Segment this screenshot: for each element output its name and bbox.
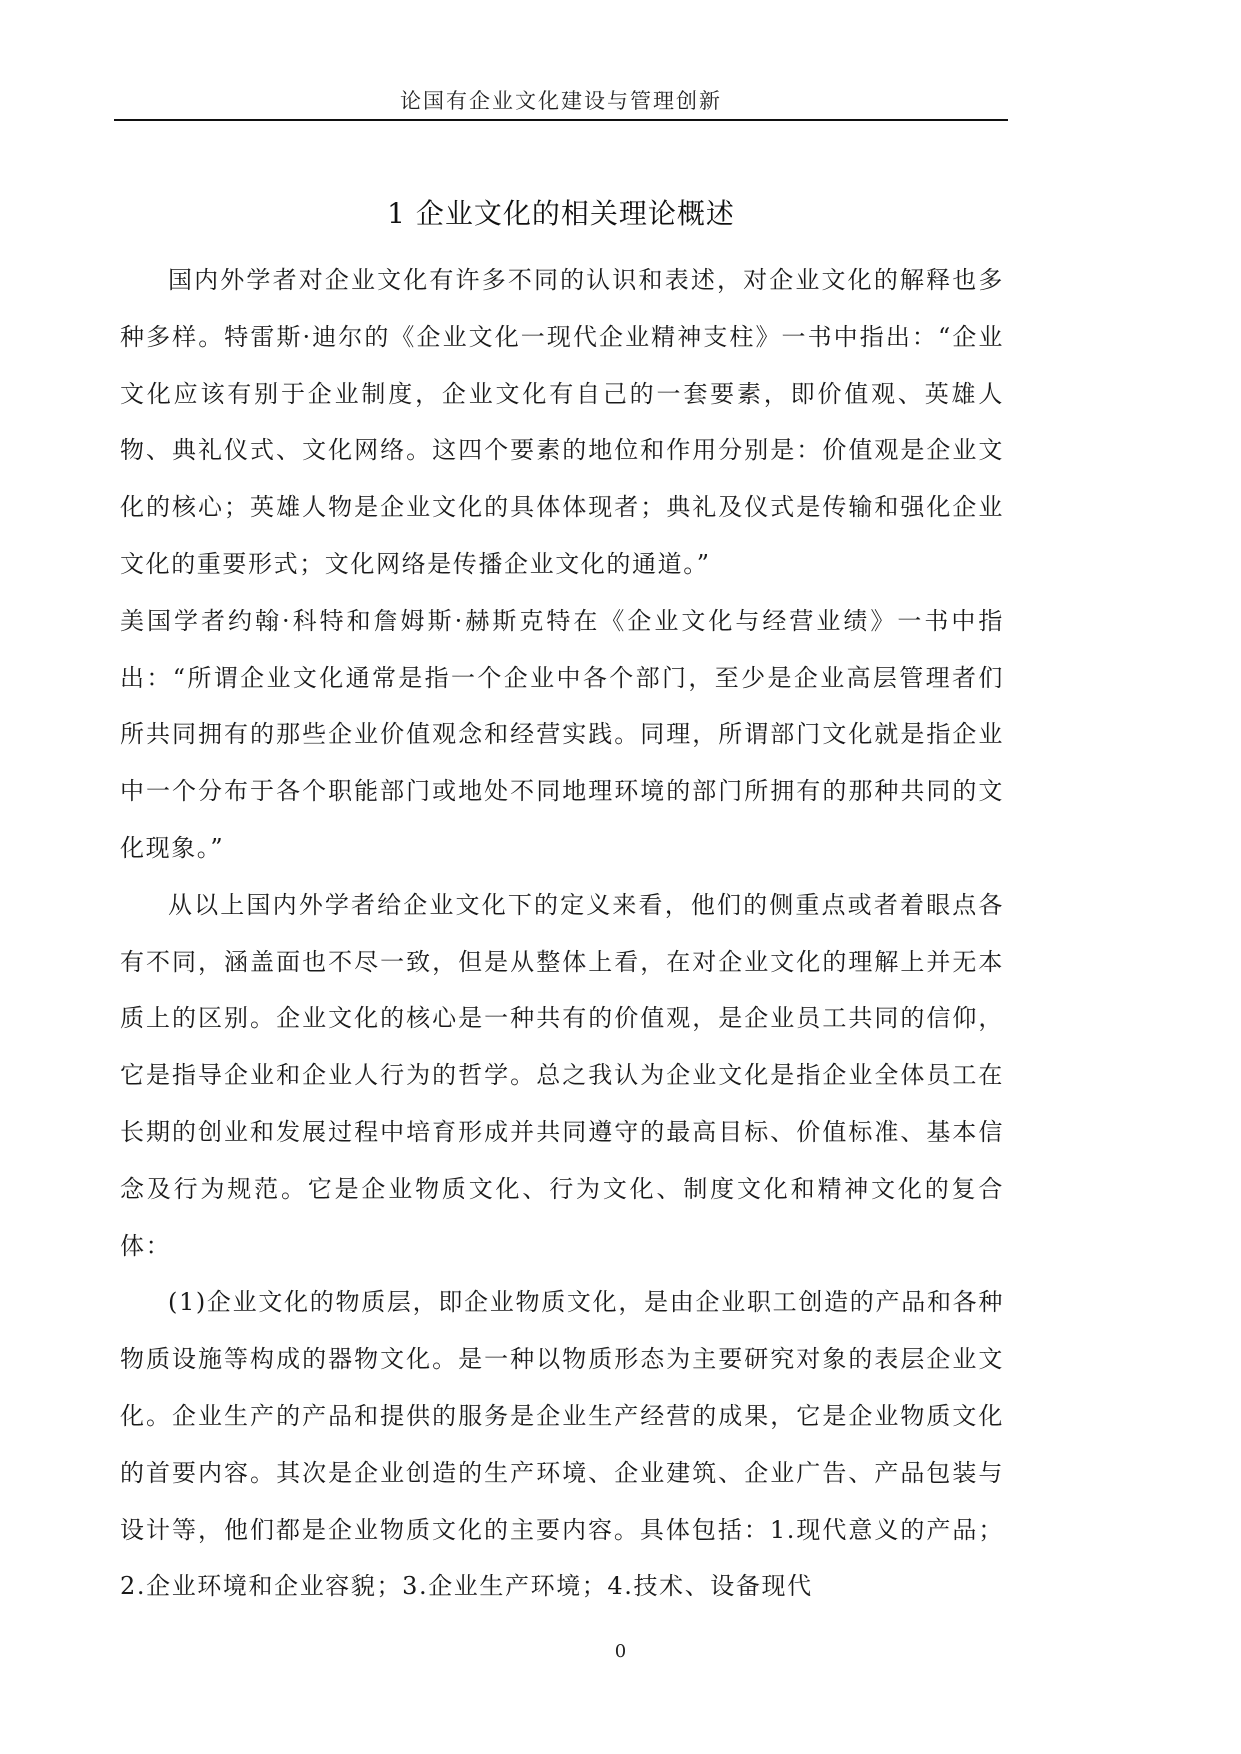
header-rule	[114, 119, 1008, 121]
paragraph-kotter-heskett: 美国学者约翰·科特和詹姆斯·赫斯克特在《企业文化与经营业绩》一书中指出：“所谓企业文化通常是指一个企业中各个部门，至少是企业高层管理者们所共同拥有的那些企业价值观念和经营实践。同理，所谓部门文化就是指企业中一个分布于各个职能部门或地处不同地理环境的部门所拥有的那种共同的文化现象。”	[120, 606, 1004, 862]
running-header: 论国有企业文化建设与管理创新	[400, 89, 722, 113]
chapter-number: 1	[387, 197, 406, 230]
chapter-title	[114, 194, 1008, 234]
paragraph-definitions-intro: 国内外学者对企业文化有许多不同的认识和表述，对企业文化的解释也多种多样。特雷斯·迪尔的《企业文化一现代企业精神支柱》一书中指出：“企业文化应该有别于企业制度，企业文化有自己的一套要素，即价值观、英雄人物、典礼仪式、文化网络。这四个要素的地位和作用分别是：价值观是企业文化的核心；英雄人物是企业文化的具体体现者；典礼及仪式是传输和强化企业文化的重要形式；文化网络是传播企业文化的通道。”	[120, 266, 1004, 578]
paragraph-material-layer: (1)企业文化的物质层，即企业物质文化，是由企业职工创造的产品和各种物质设施等构成的器物文化。是一种以物质形态为主要研究对象的表层企业文化。企业生产的产品和提供的服务是企业生产经营的成果，它是企业物质文化的首要内容。其次是企业创造的生产环境、企业建筑、企业广告、产品包装与设计等，他们都是企业物质文化的主要内容。具体包括：1.现代意义的产品；2.企业环境和企业容貌；3.企业生产环境；4.技术、设备现代	[120, 1288, 1004, 1601]
paragraph-summary-definition: 从以上国内外学者给企业文化下的定义来看，他们的侧重点或者着眼点各有不同，涵盖面也不尽一致，但是从整体上看，在对企业文化的理解上并无本质上的区别。企业文化的核心是一种共有的价值观，是企业员工共同的信仰，它是指导企业和企业人行为的哲学。总之我认为企业文化是指企业全体员工在长期的创业和发展过程中培育形成并共同遵守的最高目标、价值标准、基本信念及行为规范。它是企业物质文化、行为文化、制度文化和精神文化的复合体：	[120, 890, 1004, 1260]
chapter-title-text: 企业文化的相关理论概述	[415, 197, 735, 230]
body-text	[120, 252, 1004, 1615]
page-number: 0	[614, 1641, 627, 1662]
